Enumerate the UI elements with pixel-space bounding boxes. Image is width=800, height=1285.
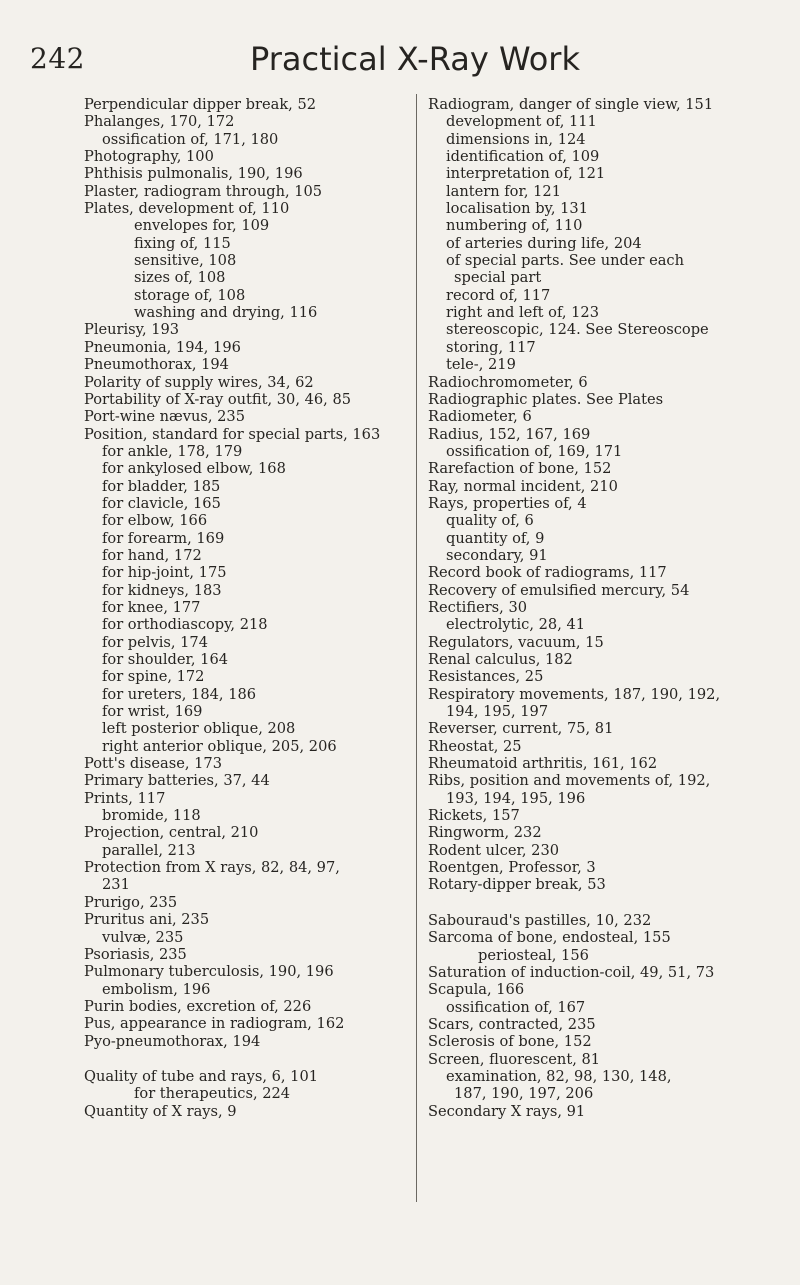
index-entry: Rarefaction of bone, 152 (428, 460, 612, 478)
index-entry: Ringworm, 232 (428, 824, 542, 842)
index-subentry: washing and drying, 116 (134, 304, 318, 322)
index-entry: Projection, central, 210 (84, 824, 259, 842)
index-entry: Ray, normal incident, 210 (428, 477, 618, 495)
index-subentry: for hand, 172 (102, 546, 202, 564)
index-column-right (428, 96, 780, 1120)
index-column-left (84, 96, 402, 1120)
index-entry: Plates, development of, 110 (84, 200, 290, 218)
index-subentry: for spine, 172 (102, 668, 205, 686)
index-subentry: for hip-joint, 175 (102, 564, 227, 582)
index-subentry: for orthodiascopy, 218 (102, 616, 268, 634)
index-entry: Rotary-dipper break, 53 (428, 876, 606, 894)
index-entry: Resistances, 25 (428, 668, 544, 686)
index-subentry: 193, 194, 195, 196 (446, 789, 586, 807)
index-entry: Respiratory movements, 187, 190, 192, (428, 685, 721, 703)
index-letter-gap (84, 1050, 402, 1068)
index-entry: Sclerosis of bone, 152 (428, 1033, 592, 1051)
index-subentry: for pelvis, 174 (102, 633, 208, 651)
index-entry: Record book of radiograms, 117 (428, 564, 667, 582)
index-subentry: for shoulder, 164 (102, 651, 229, 668)
index-entry: Phalanges, 170, 172 (84, 113, 235, 131)
index-subentry: for wrist, 169 (102, 703, 203, 721)
index-entry: Recovery of emulsified mercury, 54 (428, 581, 690, 599)
index-subentry: for clavicle, 165 (102, 494, 221, 512)
running-header (30, 42, 770, 82)
index-entry: Portability of X-ray outfit, 30, 46, 85 (84, 390, 352, 408)
index-subentry: for forearm, 169 (102, 529, 225, 547)
index-letter-gap (428, 894, 780, 912)
index-entry: Rheumatoid arthritis, 161, 162 (428, 755, 658, 773)
index-subentry: parallel, 213 (102, 841, 196, 859)
index-subentry: lantern for, 121 (446, 182, 561, 200)
index-entry: Rectifiers, 30 (428, 598, 528, 616)
index-subentry: ossification of, 171, 180 (102, 130, 279, 148)
index-entry: Port-wine nævus, 235 (84, 408, 246, 426)
index-entry: Secondary X rays, 91 (428, 1102, 586, 1120)
index-entry: Phthisis pulmonalis, 190, 196 (84, 165, 303, 183)
index-subentry: sizes of, 108 (134, 269, 226, 287)
index-entry: Rheostat, 25 (428, 737, 522, 755)
index-entry: Pulmonary tuberculosis, 190, 196 (84, 963, 334, 981)
index-subentry: quantity of, 9 (446, 529, 545, 547)
index-subentry: 231 (102, 876, 130, 894)
index-entry: Polarity of supply wires, 34, 62 (84, 373, 314, 391)
column-divider (416, 94, 417, 1202)
page-title: Practical X-Ray Work (250, 40, 580, 78)
index-subentry: right and left of, 123 (446, 304, 599, 322)
index-entry: Photography, 100 (84, 148, 214, 166)
index-subentry: left posterior oblique, 208 (102, 720, 296, 738)
index-entry: Regulators, vacuum, 15 (428, 633, 604, 651)
index-entry: Pruritus ani, 235 (84, 911, 210, 929)
index-subentry: dimensions in, 124 (446, 130, 586, 148)
index-entry: Radiochromometer, 6 (428, 373, 588, 391)
index-entry: Pneumonia, 194, 196 (84, 338, 241, 356)
index-subentry: development of, 111 (446, 113, 597, 131)
index-subentry: electrolytic, 28, 41 (446, 616, 586, 634)
index-entry: Roentgen, Professor, 3 (428, 859, 596, 877)
index-subentry: vulvæ, 235 (102, 928, 184, 946)
index-subentry: sensitive, 108 (134, 252, 237, 270)
index-subentry: for ankle, 178, 179 (102, 442, 243, 460)
index-entry: Rays, properties of, 4 (428, 494, 587, 512)
index-entry: Radiometer, 6 (428, 408, 532, 426)
index-subentry: tele-, 219 (446, 356, 516, 374)
index-entry: Prurigo, 235 (84, 893, 178, 911)
index-subentry: quality of, 6 (446, 512, 534, 530)
index-entry: Pleurisy, 193 (84, 321, 180, 339)
index-entry: Saturation of induction-coil, 49, 51, 73 (428, 963, 715, 981)
index-subentry: envelopes for, 109 (134, 217, 270, 235)
index-subentry: stereoscopic, 124. See Stereoscope (446, 321, 709, 339)
index-subentry: interpretation of, 121 (446, 165, 606, 183)
index-subentry: for knee, 177 (102, 598, 201, 616)
index-subentry: for ureters, 184, 186 (102, 685, 257, 703)
index-entry: Reverser, current, 75, 81 (428, 720, 614, 738)
index-subentry: for elbow, 166 (102, 512, 208, 530)
index-subentry: 194, 195, 197 (446, 703, 549, 721)
index-entry: Renal calculus, 182 (428, 651, 573, 668)
index-entry: Ribs, position and movements of, 192, (428, 772, 711, 790)
index-entry: Pyo-pneumothorax, 194 (84, 1032, 261, 1050)
index-subentry: examination, 82, 98, 130, 148, (446, 1067, 672, 1085)
page-number: 242 (30, 42, 85, 75)
index-subentry: localisation by, 131 (446, 200, 588, 218)
index-subentry: for kidneys, 183 (102, 581, 222, 599)
index-entry: Quantity of X rays, 9 (84, 1102, 237, 1120)
index-entry: Quality of tube and rays, 6, 101 (84, 1067, 319, 1085)
index-subentry: identification of, 109 (446, 148, 600, 166)
index-entry: Sabouraud's pastilles, 10, 232 (428, 911, 652, 929)
index-entry: Purin bodies, excretion of, 226 (84, 997, 312, 1015)
index-subentry: numbering of, 110 (446, 217, 583, 235)
index-subentry: periosteal, 156 (478, 946, 589, 964)
index-entry: Radius, 152, 167, 169 (428, 425, 591, 443)
index-subentry: of arteries during life, 204 (446, 234, 642, 252)
index-subentry: 187, 190, 197, 206 (454, 1085, 594, 1103)
index-subentry: storage of, 108 (134, 286, 246, 304)
index-subentry: bromide, 118 (102, 807, 201, 825)
index-entry: Sarcoma of bone, endosteal, 155 (428, 929, 671, 947)
index-subentry: ossification of, 169, 171 (446, 442, 623, 460)
index-subentry: special part (454, 269, 542, 287)
index-subentry: for bladder, 185 (102, 477, 221, 495)
index-entry: Radiographic plates. See Plates (428, 390, 664, 408)
index-subentry: right anterior oblique, 205, 206 (102, 737, 337, 755)
index-entry: Pott's disease, 173 (84, 755, 222, 773)
index-subentry: ossification of, 167 (446, 998, 586, 1016)
index-entry: Scars, contracted, 235 (428, 1015, 596, 1033)
index-entry: Screen, fluorescent, 81 (428, 1050, 601, 1068)
index-entry: Prints, 117 (84, 789, 166, 807)
index-subentry: for ankylosed elbow, 168 (102, 460, 286, 478)
index-entry: Position, standard for special parts, 163 (84, 425, 381, 443)
index-subentry: storing, 117 (446, 338, 536, 356)
index-entry: Protection from X rays, 82, 84, 97, (84, 859, 340, 877)
index-entry: Rodent ulcer, 230 (428, 841, 560, 859)
index-subentry: of special parts. See under each (446, 252, 685, 270)
index-entry: Radiogram, danger of single view, 151 (428, 96, 714, 113)
index-entry: Pneumothorax, 194 (84, 356, 229, 374)
index-subentry: fixing of, 115 (134, 234, 231, 252)
index-entry: Rickets, 157 (428, 807, 520, 825)
index-entry: Scapula, 166 (428, 981, 525, 999)
index-entry: Psoriasis, 235 (84, 945, 187, 963)
index-subentry: embolism, 196 (102, 980, 211, 998)
index-entry: Perpendicular dipper break, 52 (84, 96, 317, 113)
index-subentry: secondary, 91 (446, 546, 548, 564)
index-entry: Primary batteries, 37, 44 (84, 772, 270, 790)
index-entry: Plaster, radiogram through, 105 (84, 182, 323, 200)
index-subentry: for therapeutics, 224 (134, 1085, 291, 1103)
index-entry: Pus, appearance in radiogram, 162 (84, 1015, 345, 1033)
index-subentry: record of, 117 (446, 286, 551, 304)
